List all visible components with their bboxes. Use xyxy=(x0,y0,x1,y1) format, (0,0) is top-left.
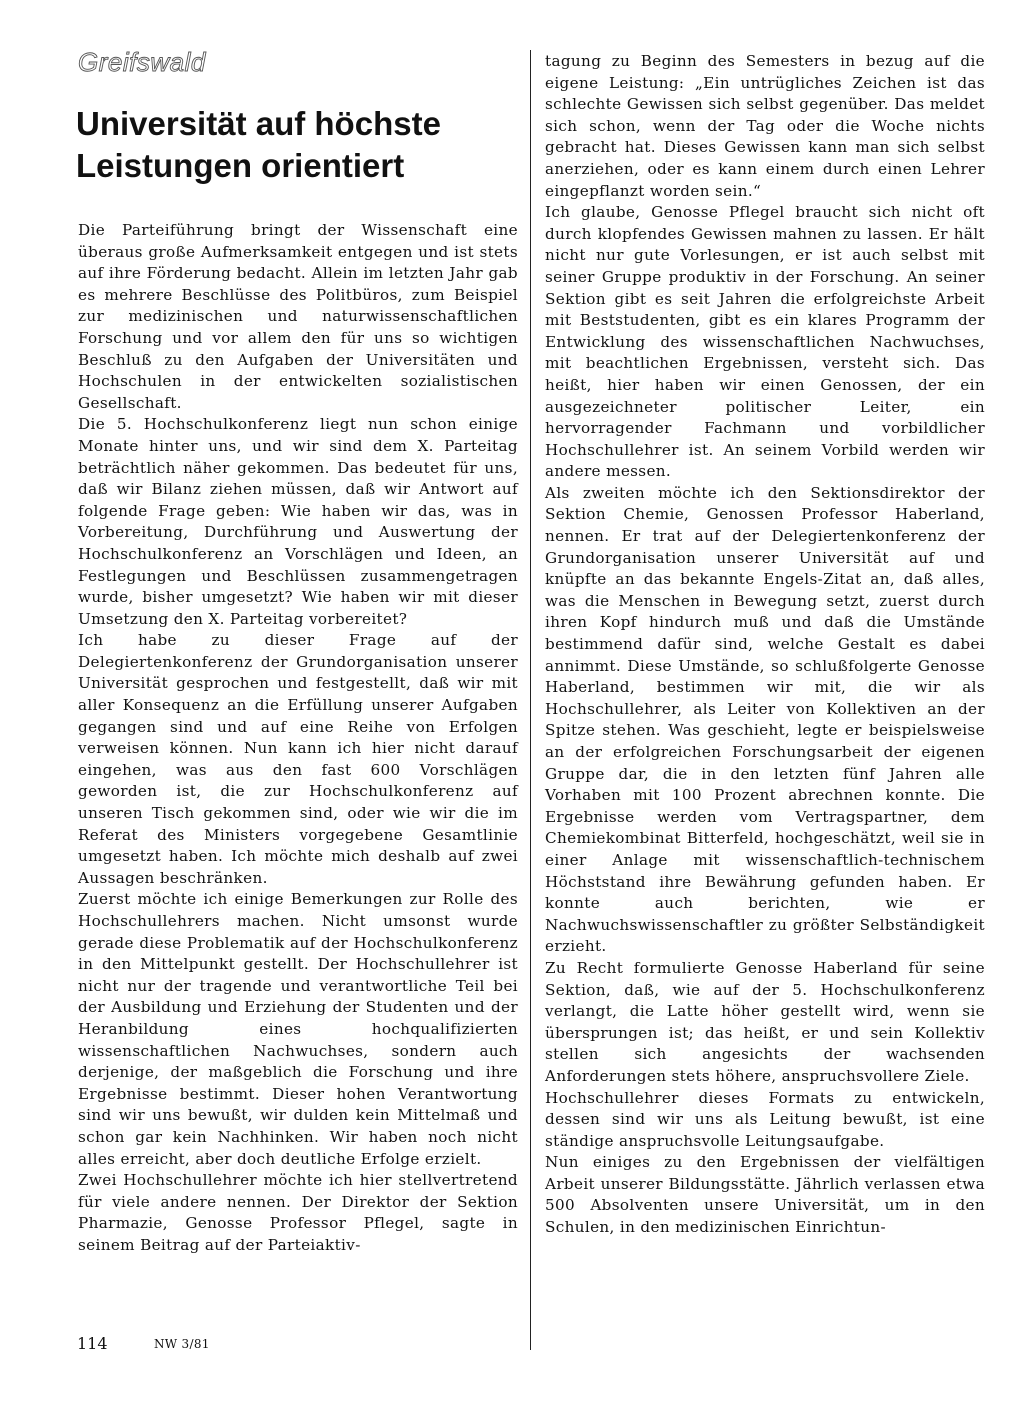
paragraph: Nun einiges zu den Ergebnissen der vielfältigen Arbeit unserer Bildungsstätte. Jährlich verlassen etwa 500 Absolventen unsere Universität, um in den Schulen, in den medizinischen Einrichtun- xyxy=(545,1153,985,1237)
headline-line-2: Leistungen orientiert xyxy=(76,147,405,184)
paragraph: Die Parteiführung bringt der Wissenschaft eine überaus große Aufmerksamkeit entgegen und ist stets auf ihre Förderung bedacht. Allein im letzten Jahr gab es mehrere Beschlüsse des Politbüros, zum Beispiel zur medizinischen und naturwissenschaftlichen Forschung und vor allem den für uns so wichtigen Beschluß zu den Aufgaben der Universitäten und Hochschulen in der entwickelten sozialistischen Gesellschaft. xyxy=(78,221,518,412)
paragraph: Hochschullehrer dieses Formats zu entwickeln, dessen sind wir uns als Leitung bewußt, ist eine ständige anspruchsvolle Leitungsaufgabe. xyxy=(545,1088,985,1150)
page-number: 114 xyxy=(77,1334,108,1353)
paragraph: Ich glaube, Genosse Pflegel braucht sich nicht oft durch klopfendes Gewissen mahnen zu lassen. Er hält nicht nur gute Vorlesungen, er ist auch selbst mit seiner Gruppe produktiv in der Forschung. An seiner Sektion gibt es seit Jahren die erfolgreichste Arbeit mit Beststudenten, gibt es ein klares Programm der Entwicklung des wissenschaftlichen Nachwuchses, mit beachtlichen Ergebnissen, versteht sich. Das heißt, hier haben wir einen Genossen, der ein ausgezeichneter politischer Leiter, ein hervorragender Fachmann und vorbildlicher Hochschullehrer ist. An seinem Vorbild werden wir andere messen. xyxy=(545,203,985,481)
paragraph: Zwei Hochschullehrer möchte ich hier stellvertretend für viele andere nennen. Der Direktor der Sektion Pharmazie, Genosse Professor Pflegel, sagte in seinem Beitrag auf der Parteiaktiv- xyxy=(78,1171,518,1254)
right-column xyxy=(545,51,985,1239)
paragraph: Ich habe zu dieser Frage auf der Delegiertenkonferenz der Grundorganisation unserer Universität gesprochen und festgestellt, daß wir mit aller Konsequenz an die Erfüllung unserer Aufgaben gegangen sind und auf eine Reihe von Erfolgen verweisen können. Nun kann ich hier nicht darauf eingehen, was aus den fast 600 Vorschlägen geworden ist, die zur Hochschulkonferenz auf unseren Tisch gekommen sind, oder wie wir die im Referat des Ministers vorgegebene Gesamtlinie umgesetzt haben. Ich möchte mich deshalb auf zwei Aussagen beschränken. xyxy=(78,631,518,887)
kicker-location: Greifswald xyxy=(78,47,206,77)
paragraph: Zuerst möchte ich einige Bemerkungen zur Rolle des Hochschullehrers machen. Nicht umsonst wurde gerade diese Problematik auf der Hochschulkonferenz in den Mittelpunkt gestellt. Der Hochschullehrer ist nicht nur der tragende und verantwortliche Teil bei der Ausbildung und Erziehung der Studenten und der Heranbildung eines hochqualifizierten wissenschaftlichen Nachwuchses, sondern auch derjenige, der maßgeblich die Forschung und ihre Ergebnisse bestimmt. Dieser hohen Verantwortung sind wir uns bewußt, wir dulden kein Mittelmaß und schon gar kein Nachhinken. Wir haben noch nicht alles erreicht, aber doch deutliche Erfolge erzielt. xyxy=(78,890,518,1168)
headline-line-1: Universität auf höchste xyxy=(76,105,441,142)
issue-label: NW 3/81 xyxy=(154,1337,210,1351)
paragraph: tagung zu Beginn des Semesters in bezug auf die eigene Leistung: „Ein untrügliches Zeichen ist das schlechte Gewissen sich selbst gegenüber. Das meldet sich schon, wenn der Tag oder die Woche nichts gebracht hat. Dieses Gewissen kann man sich selbst anerziehen, oder es kann einem durch einen Lehrer eingepflanzt worden sein.“ xyxy=(545,52,985,200)
paragraph: Zu Recht formulierte Genosse Haberland für seine Sektion, daß, wie auf der 5. Hochschulkonferenz verlangt, die Latte höher gestellt wird, wenn sie übersprungen ist; das heißt, er und sein Kollektiv stellen sich angesichts der wachsenden Anforderungen stets höhere, anspruchsvollere Ziele. xyxy=(545,958,985,1085)
left-column xyxy=(78,220,518,1257)
article-headline xyxy=(76,103,526,187)
paragraph: Als zweiten möchte ich den Sektionsdirektor der Sektion Chemie, Genossen Professor Haberland, nennen. Er trat auf der Delegiertenkonferenz der Grundorganisation unserer Universität auf und knüpfte an das bekannte Engels-Zitat an, daß alles, was die Menschen in Bewegung setzt, zuerst durch ihren Kopf hindurch muß und daß die Umstände bestimmend dafür sind, welche Gestalt es dabei annimmt. Diese Umstände, so schlußfolgerte Genosse Haberland, bestimmen wir mit, die wir als Hochschullehrer, als Leiter von Kollektiven an der Spitze stehen. Was geschieht, legte er beispielsweise an der erfolgreichen Forschungsarbeit der eigenen Gruppe dar, die in den letzten fünf Jahren alle Vorhaben mit 100 Prozent abrechnen konnte. Die Ergebnisse werden vom Vertragspartner, dem Chemiekombinat Bitterfeld, hochgeschätzt, weil sie in einer Anlage mit wissenschaftlich-technischem Höchststand ihre Bewährung gefunden haben. Er konnte auch berichten, wie er Nachwuchswissenschaftler zu größter Selbständigkeit erzieht. xyxy=(545,483,985,956)
paragraph: Die 5. Hochschulkonferenz liegt nun schon einige Monate hinter uns, und wir sind dem X. Parteitag beträchtlich näher gekommen. Das bedeutet für uns, daß wir Bilanz ziehen müssen, daß wir Antwort auf folgende Frage geben: Wie haben wir das, was in Vorbereitung, Durchführung und Auswertung der Hochschulkonferenz an Vorschlägen und Ideen, an Festlegungen und Beschlüssen zusammengetragen wurde, bisher umgesetzt? Wie haben wir mit dieser Umsetzung den X. Parteitag vorbereitet? xyxy=(78,415,518,628)
column-divider xyxy=(530,50,531,1350)
